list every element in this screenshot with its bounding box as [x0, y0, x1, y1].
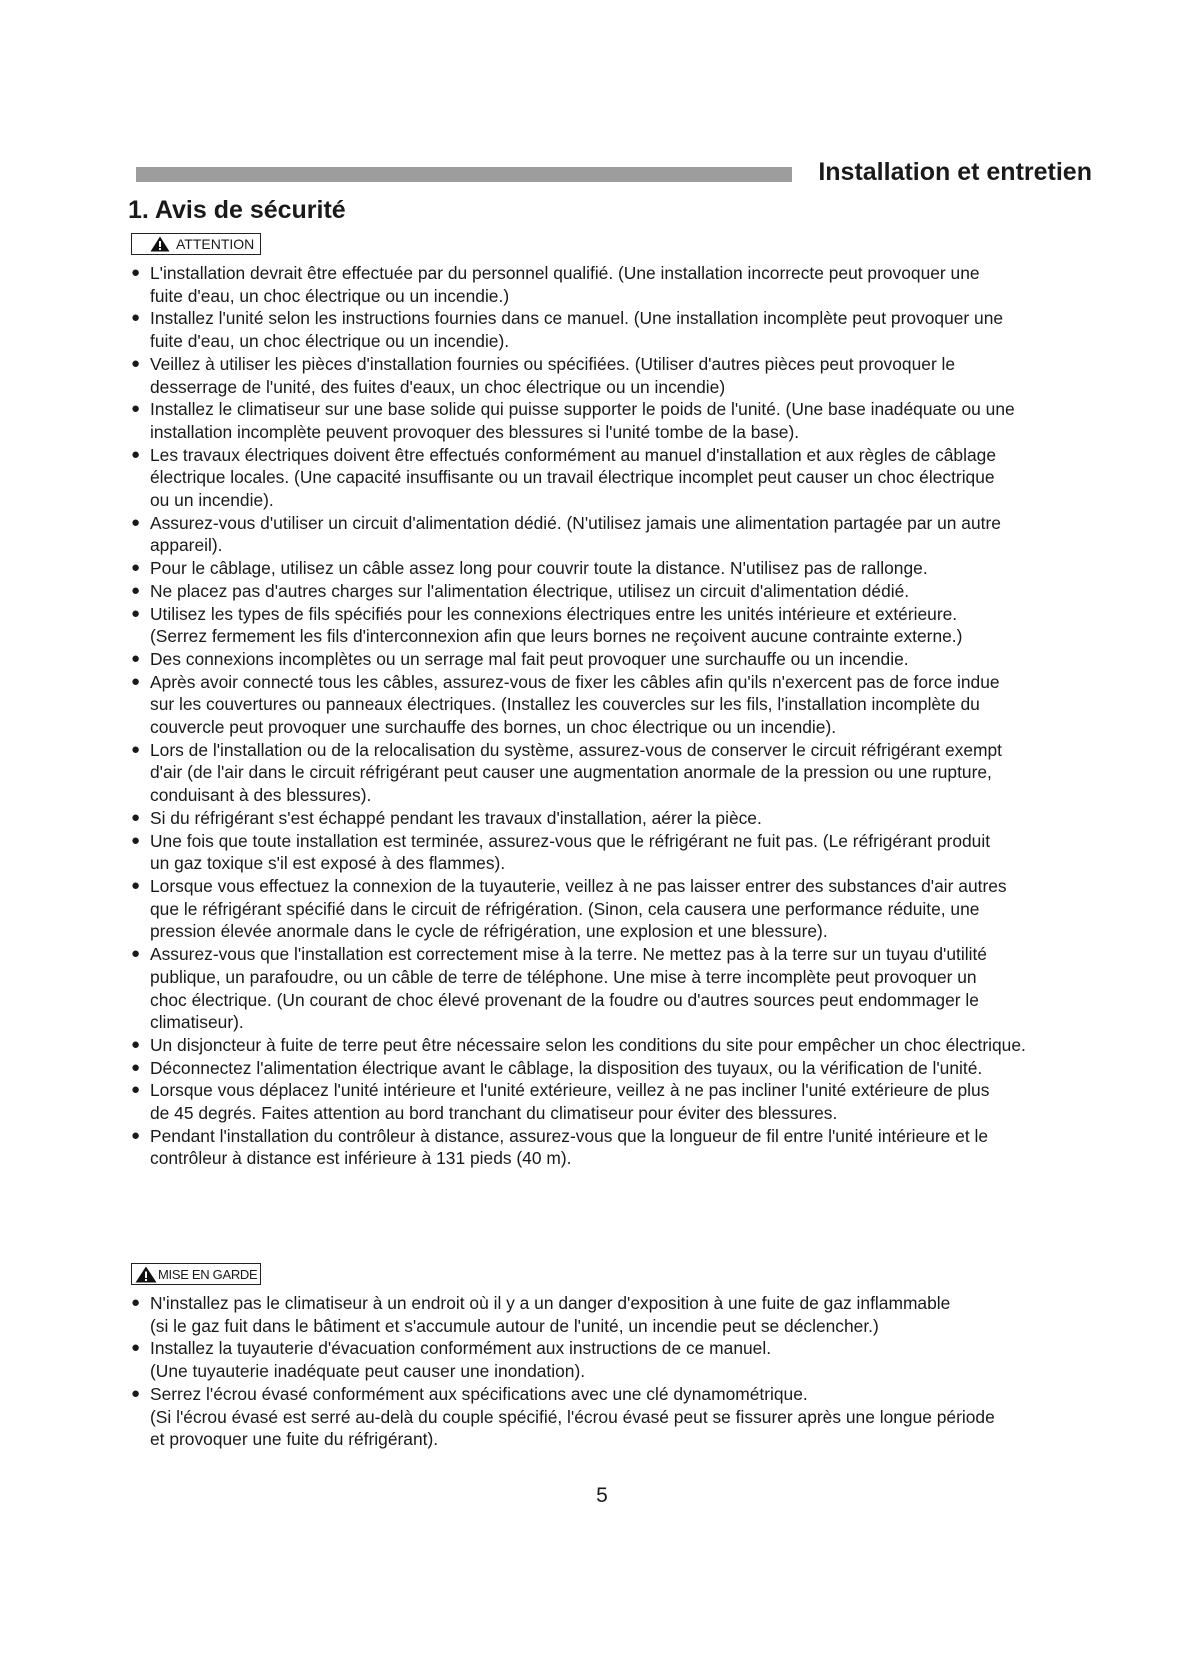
list-item-line: Des connexions incomplètes ou un serrage mal fait peut provoquer une surchauffe ou un incendie. — [150, 648, 909, 669]
list-item — [131, 671, 1131, 739]
bullet-dot-icon: ● — [131, 1081, 141, 1099]
list-item — [131, 739, 1131, 807]
bullet-dot-icon: ● — [131, 1294, 141, 1311]
list-item-line: fuite d'eau, un choc électrique ou un incendie). — [150, 331, 510, 352]
list-item — [131, 830, 1131, 875]
bullet-dot-icon: ● — [131, 309, 141, 327]
bullet-dot-icon: ● — [131, 559, 141, 577]
caution-list — [131, 1292, 1131, 1451]
list-item-line: conduisant à des blessures). — [150, 785, 372, 806]
attention-label: ATTENTION — [176, 236, 255, 252]
list-item — [131, 580, 1131, 603]
bullet-dot-icon: ● — [131, 1058, 141, 1076]
list-item-line: (Si l'écrou évasé est serré au-delà du couple spécifié, l'écrou évasé peut se fissurer après une longue période — [150, 1406, 995, 1427]
bullet-dot-icon: ● — [131, 945, 141, 963]
bullet-dot-icon: ● — [131, 354, 141, 372]
list-item-line: Les travaux électriques doivent être effectués conformément au manuel d'installation et aux règles de câblage — [150, 444, 996, 465]
list-item — [131, 943, 1131, 1034]
list-item — [131, 444, 1131, 512]
bullet-dot-icon: ● — [131, 445, 141, 463]
list-item-line: installation incomplète peuvent provoquer des blessures si l'unité tombe de la base). — [150, 421, 800, 442]
list-item-line: desserrage de l'unité, des fuites d'eaux, un choc électrique ou un incendie) — [150, 376, 726, 397]
list-item-line: Pendant l'installation du contrôleur à distance, assurez-vous que la longueur de fil entre l'unité intérieure et le — [150, 1125, 989, 1146]
list-item-line: L'installation devrait être effectuée par du personnel qualifié. (Une installation incorrecte peut provoquer une — [150, 263, 980, 283]
bullet-dot-icon: ● — [131, 1384, 141, 1402]
bullet-dot-icon: ● — [131, 604, 141, 622]
list-item-line: un gaz toxique s'il est exposé à des flammes). — [150, 853, 506, 874]
attention-list — [131, 262, 1131, 1170]
list-item — [131, 262, 1131, 307]
bullet-dot-icon: ● — [131, 740, 141, 758]
list-item-line: Installez la tuyauterie d'évacuation conformément aux instructions de ce manuel. — [150, 1338, 772, 1359]
list-item-line: Lors de l'installation ou de la relocalisation du système, assurez-vous de conserver le circuit réfrigérant exempt — [150, 739, 1003, 760]
bullet-dot-icon: ● — [131, 672, 141, 690]
bullet-dot-icon: ● — [131, 1339, 141, 1357]
header-rule — [136, 167, 792, 182]
chapter-title: Installation et entretien — [818, 158, 1092, 186]
list-item-line: sur les couvertures ou panneaux électriques. (Installez les couvercles sur les fils, l'installation incomplète du — [150, 694, 980, 715]
bullet-dot-icon: ● — [131, 513, 141, 531]
list-item — [131, 1034, 1131, 1057]
list-item-line: (Une tuyauterie inadéquate peut causer une inondation). — [150, 1361, 586, 1382]
list-item-line: Si du réfrigérant s'est échappé pendant les travaux d'installation, aérer la pièce. — [150, 807, 762, 828]
list-item-line: que le réfrigérant spécifié dans le circuit de réfrigération. (Sinon, cela causera une performance réduite, une — [150, 898, 980, 919]
bullet-dot-icon: ● — [131, 649, 141, 667]
list-item-line: Ne placez pas d'autres charges sur l'alimentation électrique, utilisez un circuit d'alimentation dédié. — [150, 580, 910, 601]
list-item-line: Après avoir connecté tous les câbles, assurez-vous de fixer les câbles afin qu'ils n'exercent pas de force indue — [150, 671, 1000, 692]
list-item — [131, 512, 1131, 557]
list-item — [131, 875, 1131, 943]
list-item-line: N'installez pas le climatiseur à un endroit où il y a un danger d'exposition à une fuite de gaz inflammable — [150, 1293, 951, 1313]
list-item-line: Assurez-vous d'utiliser un circuit d'alimentation dédié. (N'utilisez jamais une alimentation partagée par un autre — [150, 512, 1001, 533]
list-item-line: de 45 degrés. Faites attention au bord tranchant du climatiseur pour éviter des blessures. — [150, 1103, 838, 1124]
list-item — [131, 307, 1131, 352]
list-item — [131, 603, 1131, 648]
warning-triangle-icon — [150, 236, 170, 252]
bullet-dot-icon: ● — [131, 808, 141, 826]
list-item-line: contrôleur à distance est inférieure à 131 pieds (40 m). — [150, 1148, 572, 1169]
list-item — [131, 1292, 1131, 1337]
list-item-line: d'air (de l'air dans le circuit réfrigérant peut causer une augmentation anormale de la pression ou une rupture, — [150, 762, 992, 783]
list-item-line: Lorsque vous effectuez la connexion de la tuyauterie, veillez à ne pas laisser entrer des substances d'air autres — [150, 875, 1007, 896]
list-item-line: Serrez l'écrou évasé conformément aux spécifications avec une clé dynamométrique. — [150, 1383, 808, 1404]
list-item-line: (Serrez fermement les fils d'interconnexion afin que leurs bornes ne reçoivent aucune contrainte externe.) — [150, 626, 963, 647]
bullet-dot-icon: ● — [131, 400, 141, 418]
list-item — [131, 648, 1131, 671]
bullet-dot-icon: ● — [131, 264, 141, 281]
attention-label-box — [131, 233, 261, 255]
list-item — [131, 807, 1131, 830]
list-item-line: fuite d'eau, un choc électrique ou un incendie.) — [150, 285, 510, 306]
list-item — [131, 1337, 1131, 1382]
list-item-line: Installez l'unité selon les instructions fournies dans ce manuel. (Une installation incomplète peut provoquer une — [150, 308, 1004, 329]
list-item-line: publique, un parafoudre, ou un câble de terre de téléphone. Une mise à terre incomplète peut provoquer un — [150, 966, 977, 987]
list-item — [131, 398, 1131, 443]
list-item-line: électrique locales. (Une capacité insuffisante ou un travail électrique incomplet peut causer un choc électrique — [150, 467, 995, 488]
list-item-line: (si le gaz fuit dans le bâtiment et s'accumule autour de l'unité, un incendie peut se déclencher.) — [150, 1315, 879, 1336]
list-item-line: Une fois que toute installation est terminée, assurez-vous que le réfrigérant ne fuit pas. (Le réfrigérant produit — [150, 830, 991, 851]
bullet-dot-icon: ● — [131, 831, 141, 849]
list-item — [131, 1125, 1131, 1170]
list-item-line: Veillez à utiliser les pièces d'installation fournies ou spécifiées. (Utiliser d'autres pièces peut provoquer le — [150, 353, 956, 374]
list-item — [131, 353, 1131, 398]
page-number: 5 — [596, 1484, 608, 1507]
list-item-line: couvercle peut provoquer une surchauffe des bornes, un choc électrique ou un incendie). — [150, 717, 837, 738]
list-item-line: pression élevée anormale dans le cycle de réfrigération, une explosion et une blessure). — [150, 921, 828, 942]
list-item-line: Déconnectez l'alimentation électrique avant le câblage, la disposition des tuyaux, ou la vérification de l'unité. — [150, 1057, 983, 1078]
list-item-line: Utilisez les types de fils spécifiés pour les connexions électriques entre les unités intérieure et extérieure. — [150, 603, 958, 624]
list-item — [131, 1079, 1131, 1124]
caution-label-box — [131, 1263, 261, 1285]
list-item-line: choc électrique. (Un courant de choc élevé provenant de la foudre ou d'autres sources peut endommager le — [150, 989, 979, 1010]
warning-triangle-icon — [135, 1266, 157, 1283]
list-item-line: Pour le câblage, utilisez un câble assez long pour couvrir toute la distance. N'utilisez pas de rallonge. — [150, 558, 928, 579]
list-item-line: et provoquer une fuite du réfrigérant). — [150, 1429, 439, 1450]
section-title: 1. Avis de sécurité — [128, 196, 346, 224]
list-item-line: climatiseur). — [150, 1012, 244, 1033]
list-item-line: appareil). — [150, 535, 223, 556]
list-item-line: ou un incendie). — [150, 490, 274, 511]
list-item-line: Un disjoncteur à fuite de terre peut être nécessaire selon les conditions du site pour empêcher un choc électrique. — [150, 1034, 1026, 1055]
list-item-line: Installez le climatiseur sur une base solide qui puisse supporter le poids de l'unité. (Une base inadéquate ou une — [150, 399, 1015, 420]
bullet-dot-icon: ● — [131, 581, 141, 599]
list-item — [131, 1383, 1131, 1451]
list-item — [131, 1057, 1131, 1080]
caution-label: MISE EN GARDE — [158, 1266, 258, 1282]
list-item-line: Assurez-vous que l'installation est correctement mise à la terre. Ne mettez pas à la terre sur un tuyau d'utilité — [150, 944, 987, 965]
bullet-dot-icon: ● — [131, 1035, 141, 1053]
bullet-dot-icon: ● — [131, 876, 141, 894]
bullet-dot-icon: ● — [131, 1126, 141, 1144]
list-item — [131, 557, 1131, 580]
list-item-line: Lorsque vous déplacez l'unité intérieure et l'unité extérieure, veillez à ne pas incliner l'unité extérieure de plus — [150, 1080, 990, 1101]
